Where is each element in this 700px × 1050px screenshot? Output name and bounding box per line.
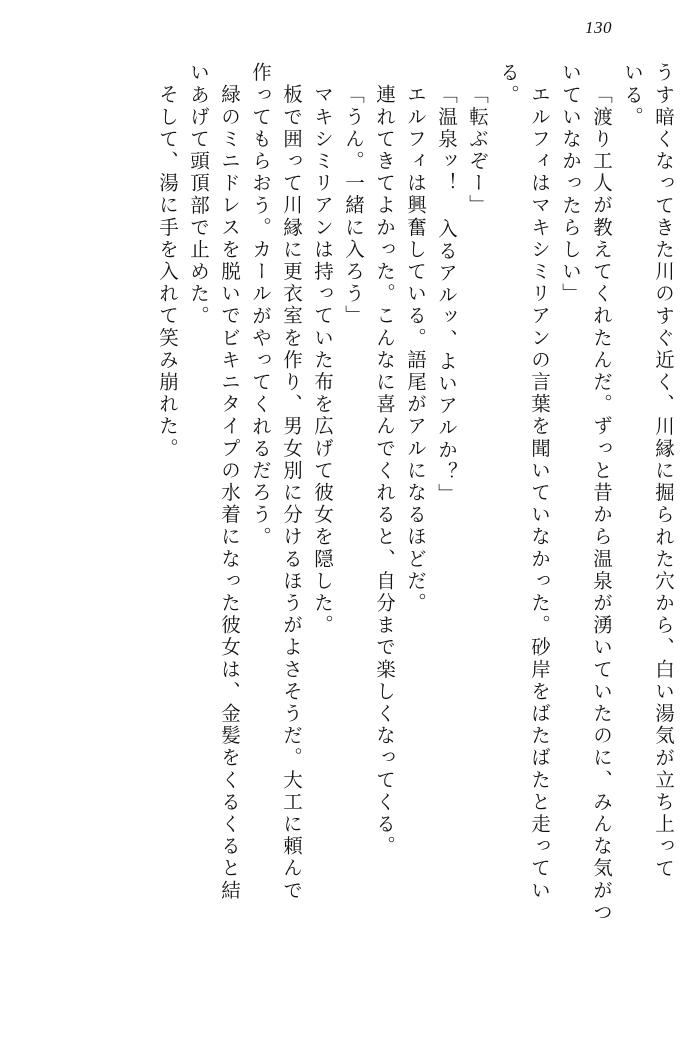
vertical-text-body <box>40 62 672 992</box>
text-line: 「温泉ッ！ 入るアルッ、よいアルか？」 <box>435 84 456 506</box>
text-line: マキシミリアンは持っていた布を広げて彼女を隠した。 <box>311 84 332 637</box>
text-line: エルフィは興奮している。語尾がアルになるほどだ。 <box>404 84 425 615</box>
text-line: 連れてきてよかった。こんなに喜んでくれると、自分まで楽しくなってくる。 <box>373 84 394 858</box>
text-line: 作ってもらおう。カールがやってくれるだろう。 <box>249 62 270 549</box>
text-line: エルフィはマキシミリアンの言葉を聞いていなかった。砂岸をばたばたと走ってい <box>528 84 549 902</box>
text-line: 「渡り工人が教えてくれたんだ。ずっと昔から温泉が湧いていたのに、みんな気がつ <box>590 84 611 924</box>
text-line: 緑のミニドレスを脱いでビキニタイプの水着になった彼女は、金髪をくるくると結 <box>218 84 239 902</box>
text-line: 板で囲って川縁に更衣室を作り、男女別に分けるほうがよさそうだ。大工に頼んで <box>280 84 301 902</box>
text-line: いる。 <box>621 62 642 129</box>
page-number: 130 <box>585 18 612 37</box>
text-line: そして、湯に手を入れて笑み崩れた。 <box>156 84 177 460</box>
text-line: 「転ぶぞー」 <box>466 84 487 217</box>
text-line: いあげて頭頂部で止めた。 <box>187 62 208 328</box>
text-line: いていなかったらしい」 <box>559 62 580 306</box>
text-line: 「うん。一緒に入ろう」 <box>342 84 363 328</box>
text-line: うす暗くなってきた川のすぐ近く、川縁に掘られた穴から、白い湯気が立ち上って <box>652 62 673 880</box>
text-line: る。 <box>497 62 518 107</box>
